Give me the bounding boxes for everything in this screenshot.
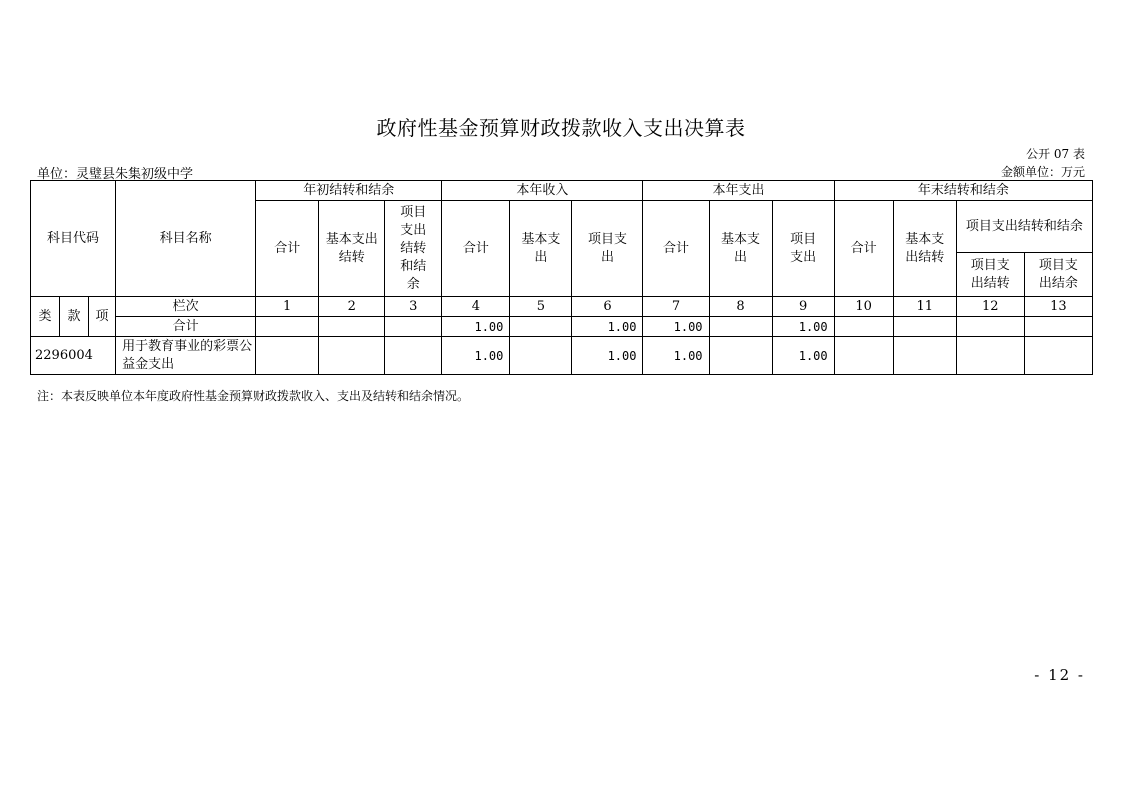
data-cell: 1.00 <box>572 337 643 375</box>
data-cell <box>385 337 442 375</box>
total-cell <box>1024 317 1092 337</box>
column-number: 1 <box>256 297 319 317</box>
header-lei: 类 <box>31 297 60 337</box>
data-cell <box>893 337 956 375</box>
total-cell: 1.00 <box>442 317 510 337</box>
header-closing-project-carry: 项目支出结转 <box>956 253 1024 297</box>
data-cell <box>709 337 772 375</box>
total-cell <box>510 317 572 337</box>
total-cell: 1.00 <box>772 317 834 337</box>
reporting-unit: 单位：灵璧县朱集初级中学 <box>37 167 194 182</box>
header-closing-project-group: 项目支出结转和结余 <box>956 201 1092 253</box>
data-cell: 1.00 <box>772 337 834 375</box>
total-cell: 1.00 <box>572 317 643 337</box>
data-cell: 1.00 <box>643 337 709 375</box>
header-opening-total: 合计 <box>256 201 319 297</box>
header-group-expense: 本年支出 <box>643 181 834 201</box>
column-number: 5 <box>510 297 572 317</box>
column-number-row <box>31 297 1093 317</box>
total-cell <box>956 317 1024 337</box>
header-expense-basic: 基本支出 <box>709 201 772 297</box>
column-number: 8 <box>709 297 772 317</box>
column-number: 10 <box>834 297 893 317</box>
total-cell <box>256 317 319 337</box>
header-opening-project-carry: 项目支出结转和结余 <box>385 201 442 297</box>
data-cell: 1.00 <box>442 337 510 375</box>
data-cell <box>834 337 893 375</box>
subject-code-cell: 2296004 <box>31 337 116 375</box>
column-number: 4 <box>442 297 510 317</box>
data-cell <box>956 337 1024 375</box>
column-number: 12 <box>956 297 1024 317</box>
header-column-order: 栏次 <box>116 297 256 317</box>
data-cell <box>1024 337 1092 375</box>
column-number: 3 <box>385 297 442 317</box>
header-group-closing: 年末结转和结余 <box>834 181 1092 201</box>
total-cell <box>709 317 772 337</box>
total-cell <box>834 317 893 337</box>
column-number: 7 <box>643 297 709 317</box>
total-cell: 1.00 <box>643 317 709 337</box>
header-expense-project: 项目支出 <box>772 201 834 297</box>
total-label: 合计 <box>116 317 256 337</box>
header-income-project: 项目支出 <box>572 201 643 297</box>
subject-name-cell: 用于教育事业的彩票公益金支出 <box>116 337 256 375</box>
form-number: 公开 07 表 <box>1026 147 1085 161</box>
column-number: 6 <box>572 297 643 317</box>
column-number: 2 <box>319 297 385 317</box>
header-closing-project-balance: 项目支出结余 <box>1024 253 1092 297</box>
header-row-1 <box>31 181 1093 201</box>
header-group-opening: 年初结转和结余 <box>256 181 442 201</box>
column-number: 9 <box>772 297 834 317</box>
header-expense-total: 合计 <box>643 201 709 297</box>
header-income-total: 合计 <box>442 201 510 297</box>
column-number: 11 <box>893 297 956 317</box>
table-row <box>31 337 1093 375</box>
total-cell <box>319 317 385 337</box>
header-opening-basic-carry: 基本支出结转 <box>319 201 385 297</box>
data-cell <box>510 337 572 375</box>
header-kuan: 款 <box>60 297 89 337</box>
total-cell <box>385 317 442 337</box>
header-xiang: 项 <box>89 297 116 337</box>
data-cell <box>319 337 385 375</box>
table-note: 注：本表反映单位本年度政府性基金预算财政拨款收入、支出及结转和结余情况。 <box>37 389 470 403</box>
header-subject-code: 科目代码 <box>31 181 116 297</box>
header-closing-basic-carry: 基本支出结转 <box>893 201 956 297</box>
total-row <box>31 317 1093 337</box>
total-cell <box>893 317 956 337</box>
data-cell <box>256 337 319 375</box>
amount-unit: 金额单位：万元 <box>1000 165 1085 179</box>
page-title: 政府性基金预算财政拨款收入支出决算表 <box>376 116 746 140</box>
header-closing-total: 合计 <box>834 201 893 297</box>
header-income-basic: 基本支出 <box>510 201 572 297</box>
page-number: - 12 - <box>1034 666 1085 684</box>
column-number: 13 <box>1024 297 1092 317</box>
header-subject-name: 科目名称 <box>116 181 256 297</box>
header-group-income: 本年收入 <box>442 181 643 201</box>
budget-table <box>30 180 1093 375</box>
